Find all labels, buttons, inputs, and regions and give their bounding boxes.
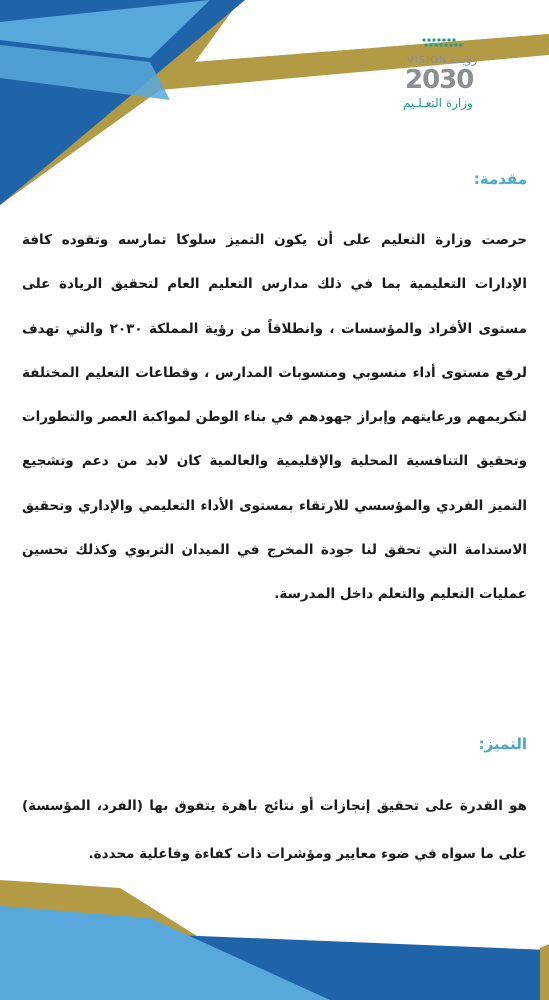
bottom-gold-corner [540, 944, 549, 1000]
logo-ministry-name: وزارة التعـلـيم [403, 96, 473, 110]
intro-heading: مقدمة: [473, 170, 527, 188]
intro-paragraph: حرصت وزارة التعليم على أن يكون التميز سلوكا تمارسه وتقوده كافة الإدارات التعليمية بما في ذلك مدارس التعليم العام لتحقيق الريادة على مستوى الأفراد والمؤسسات ، وانطلاقاً من رؤية المملكة ٢٠٣٠ والتي تهدف لرفع مستوى أداء منسوبي ومنسوبات المدارس ، وقطاعات التعليم المختلفة لتكريمهم ورعايتهم وإبراز جهودهم في بناء الوطن لمواكبة العصر والتطورات وتحقيق التنافسية المحلية والإقليمية والعالمية كان لابد من دعم وتشجيع التميز الفردي والمؤسسي للارتقاء بمستوى الأداء التعليمي والإداري وتحقيق الاستدامة التي تحقق لنا جودة المخرج في الميدان التربوي وكذلك تحسين عمليات التعليم والتعلم داخل المدرسة. [22, 232, 527, 603]
excellence-heading: التميز: [478, 735, 527, 753]
logo-vision-text: VISION [407, 55, 448, 66]
vision-2030-logo [399, 35, 509, 115]
logo-year: 2030 [405, 65, 474, 95]
excellence-definition-paragraph: هو القدرة على تحقيق إنجازات أو نتائج باهرة يتفوق بها (الفرد، المؤسسة) على ما سواه في ضوء معايير ومؤشرات ذات كفاءة وفاعلية محددة. [22, 798, 527, 862]
logo-dots-icon [421, 37, 471, 51]
bottom-decorative-banner [0, 870, 549, 1000]
logo-vision-arabic: رؤيــة [449, 52, 478, 66]
